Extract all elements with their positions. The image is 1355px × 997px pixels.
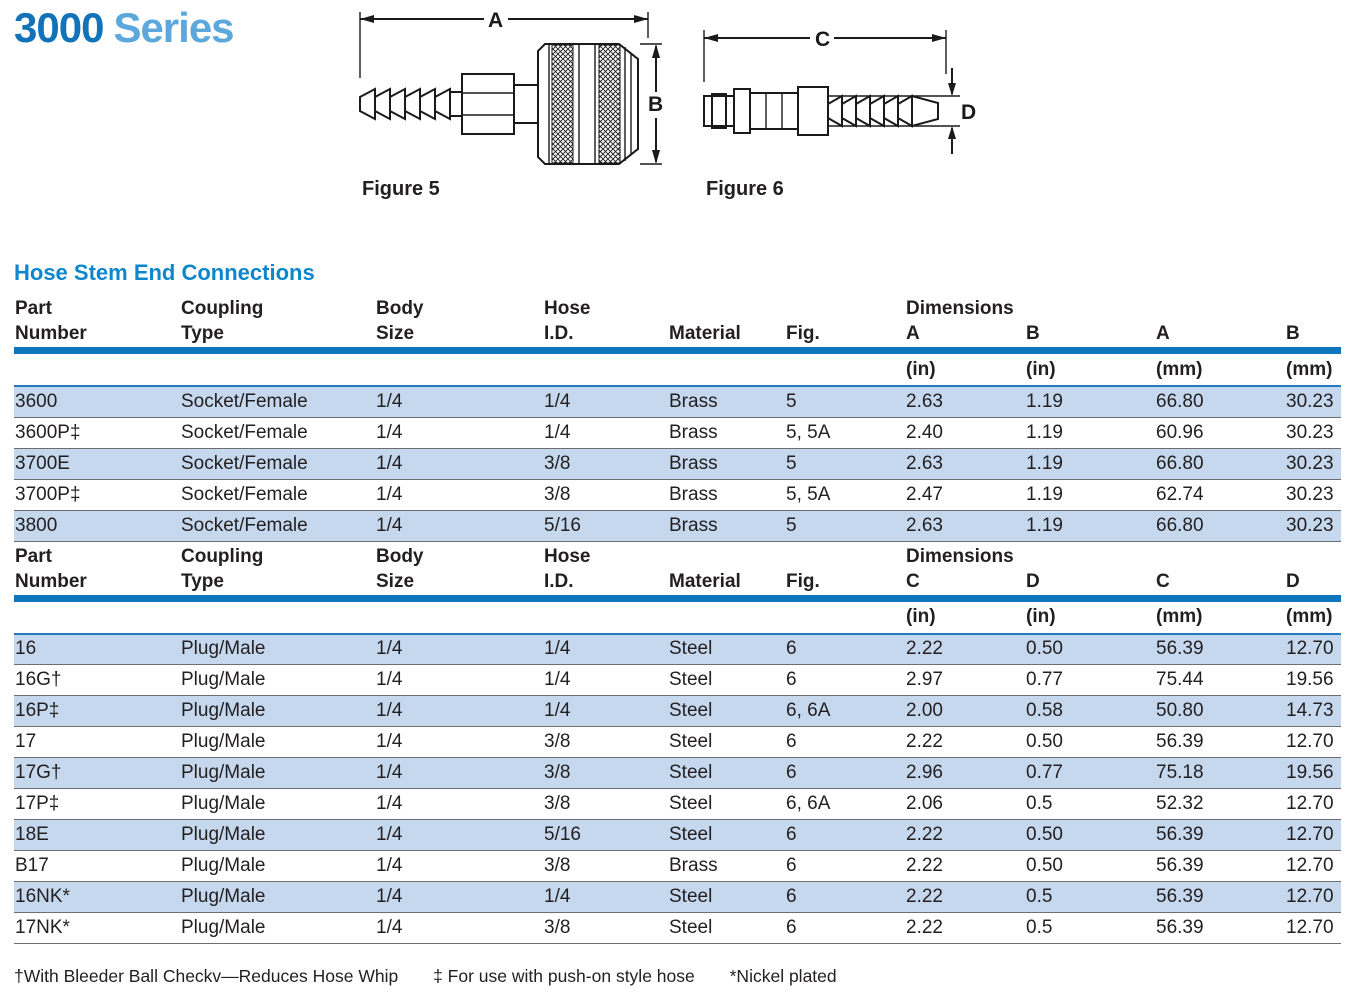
col-coupling-l2: Type	[180, 567, 375, 599]
dim-label-a: A	[488, 9, 504, 32]
cell-material: Brass	[668, 386, 785, 417]
figure-6-caption: Figure 6	[706, 178, 784, 200]
cell-dim-2: 0.77	[1025, 665, 1155, 696]
cell-body-size: 1/4	[375, 665, 543, 696]
cell-body-size: 1/4	[375, 882, 543, 913]
cell-dim-3: 75.44	[1155, 665, 1285, 696]
units-row-section-1	[14, 351, 1341, 387]
col-part-l1: Part	[15, 298, 52, 319]
table-row	[14, 510, 1341, 541]
cell-dim-1: 2.63	[905, 510, 1025, 541]
col-hose-l1: Hose	[544, 298, 591, 319]
cell-part-number: B17	[14, 851, 180, 882]
cell-body-size: 1/4	[375, 913, 543, 944]
cell-dim-2: 1.19	[1025, 479, 1155, 510]
col-body-l2: Size	[375, 567, 543, 599]
cell-dim-1: 2.63	[905, 386, 1025, 417]
cell-dim-3: 56.39	[1155, 913, 1285, 944]
cell-fig: 6	[785, 820, 905, 851]
cell-part-number: 3600P‡	[14, 417, 180, 448]
cell-dim-3: 56.39	[1155, 727, 1285, 758]
cell-part-number: 17	[14, 727, 180, 758]
dimension-b-arrow	[640, 44, 663, 164]
cell-material: Brass	[668, 417, 785, 448]
cell-coupling-type: Plug/Male	[180, 665, 375, 696]
cell-dim-4: 12.70	[1285, 789, 1341, 820]
dimension-d-arrow	[828, 68, 976, 154]
cell-dim-2: 0.77	[1025, 758, 1155, 789]
table-row	[14, 417, 1341, 448]
cell-material: Steel	[668, 882, 785, 913]
cell-dim-1: 2.22	[905, 913, 1025, 944]
plug-body	[704, 87, 828, 135]
cell-hose-id: 1/4	[543, 634, 668, 665]
cell-dim-2: 1.19	[1025, 417, 1155, 448]
cell-body-size: 1/4	[375, 634, 543, 665]
cell-coupling-type: Plug/Male	[180, 851, 375, 882]
cell-dim-3: 62.74	[1155, 479, 1285, 510]
cell-fig: 6	[785, 634, 905, 665]
cell-dim-2: 0.50	[1025, 727, 1155, 758]
cell-fig: 6, 6A	[785, 789, 905, 820]
cell-dim-4: 12.70	[1285, 820, 1341, 851]
dim-label-b: B	[648, 93, 664, 116]
cell-part-number: 16P‡	[14, 696, 180, 727]
unit-dim-3: (mm)	[1155, 351, 1285, 387]
table-row	[14, 386, 1341, 417]
table-row	[14, 820, 1341, 851]
cell-hose-id: 1/4	[543, 665, 668, 696]
table-row	[14, 634, 1341, 665]
cell-dim-1: 2.00	[905, 696, 1025, 727]
unit-dim-3: (mm)	[1155, 598, 1285, 634]
cell-dim-2: 0.50	[1025, 851, 1155, 882]
cell-dim-2: 0.5	[1025, 789, 1155, 820]
table-body-section-2	[14, 634, 1341, 944]
table-row	[14, 913, 1341, 944]
cell-coupling-type: Plug/Male	[180, 820, 375, 851]
cell-fig: 5	[785, 510, 905, 541]
table-header-section-2	[14, 541, 1341, 598]
cell-hose-id: 1/4	[543, 696, 668, 727]
cell-part-number: 16	[14, 634, 180, 665]
cell-dim-2: 0.58	[1025, 696, 1155, 727]
cell-material: Steel	[668, 789, 785, 820]
cell-dim-4: 19.56	[1285, 665, 1341, 696]
cell-fig: 6	[785, 727, 905, 758]
unit-dim-2: (in)	[1025, 351, 1155, 387]
col-part-l2: Number	[14, 319, 180, 351]
cell-dim-4: 12.70	[1285, 851, 1341, 882]
cell-hose-id: 3/8	[543, 758, 668, 789]
cell-dim-4: 12.70	[1285, 913, 1341, 944]
series-number: 3000	[14, 4, 104, 51]
table-header-section-1	[14, 294, 1341, 351]
cell-dim-3: 52.32	[1155, 789, 1285, 820]
cell-body-size: 1/4	[375, 386, 543, 417]
cell-dim-1: 2.22	[905, 820, 1025, 851]
page-title	[14, 4, 234, 52]
cell-dim-3: 66.80	[1155, 448, 1285, 479]
cell-material: Brass	[668, 510, 785, 541]
table-body-section-1	[14, 386, 1341, 541]
col-material: Material	[668, 567, 785, 599]
col-dimensions: Dimensions	[906, 545, 1014, 567]
cell-material: Steel	[668, 913, 785, 944]
cell-coupling-type: Plug/Male	[180, 634, 375, 665]
cell-dim-1: 2.22	[905, 882, 1025, 913]
cell-hose-id: 1/4	[543, 417, 668, 448]
footnotes	[14, 966, 837, 987]
cell-dim-2: 1.19	[1025, 386, 1155, 417]
cell-hose-id: 3/8	[543, 727, 668, 758]
cell-fig: 6	[785, 882, 905, 913]
cell-material: Steel	[668, 634, 785, 665]
cell-hose-id: 3/8	[543, 789, 668, 820]
hex-nut	[462, 74, 514, 134]
footnote-dagger: †With Bleeder Ball Checkv—Reduces Hose Whip	[14, 966, 399, 986]
cell-body-size: 1/4	[375, 727, 543, 758]
col-dimensions: Dimensions	[906, 298, 1014, 319]
cell-dim-1: 2.40	[905, 417, 1025, 448]
table-row	[14, 851, 1341, 882]
footnote-asterisk: *Nickel plated	[729, 966, 837, 986]
table-row	[14, 758, 1341, 789]
cell-part-number: 18E	[14, 820, 180, 851]
section-heading: Hose Stem End Connections	[14, 260, 315, 285]
unit-dim-1: (in)	[905, 351, 1025, 387]
col-hose-l1: Hose	[544, 545, 591, 567]
cell-body-size: 1/4	[375, 479, 543, 510]
col-dim-2: B	[1025, 319, 1155, 351]
cell-material: Brass	[668, 479, 785, 510]
cell-hose-id: 3/8	[543, 479, 668, 510]
cell-fig: 5, 5A	[785, 417, 905, 448]
cell-body-size: 1/4	[375, 758, 543, 789]
socket-body	[538, 44, 638, 164]
cell-coupling-type: Plug/Male	[180, 882, 375, 913]
col-hose-l2: I.D.	[543, 567, 668, 599]
cell-hose-id: 3/8	[543, 913, 668, 944]
cell-dim-4: 30.23	[1285, 386, 1341, 417]
cell-dim-2: 1.19	[1025, 448, 1155, 479]
cell-material: Brass	[668, 851, 785, 882]
col-dim-1: C	[905, 567, 1025, 599]
col-coupling-l2: Type	[180, 319, 375, 351]
cell-body-size: 1/4	[375, 417, 543, 448]
dimension-c-arrow	[704, 28, 946, 82]
col-material: Material	[668, 319, 785, 351]
col-coupling-l1: Coupling	[181, 298, 264, 319]
cell-dim-3: 50.80	[1155, 696, 1285, 727]
cell-part-number: 3800	[14, 510, 180, 541]
collar	[514, 85, 538, 123]
table-row	[14, 665, 1341, 696]
col-hose-l2: I.D.	[543, 319, 668, 351]
cell-hose-id: 1/4	[543, 386, 668, 417]
col-dim-1: A	[905, 319, 1025, 351]
cell-dim-1: 2.96	[905, 758, 1025, 789]
cell-dim-4: 19.56	[1285, 758, 1341, 789]
cell-dim-3: 56.39	[1155, 851, 1285, 882]
cell-hose-id: 3/8	[543, 851, 668, 882]
cell-dim-2: 0.50	[1025, 634, 1155, 665]
cell-dim-3: 75.18	[1155, 758, 1285, 789]
cell-body-size: 1/4	[375, 789, 543, 820]
cell-body-size: 1/4	[375, 510, 543, 541]
cell-coupling-type: Socket/Female	[180, 448, 375, 479]
cell-dim-2: 0.5	[1025, 913, 1155, 944]
cell-dim-4: 12.70	[1285, 727, 1341, 758]
table-row	[14, 882, 1341, 913]
cell-fig: 6	[785, 665, 905, 696]
table-row	[14, 727, 1341, 758]
cell-material: Steel	[668, 696, 785, 727]
cell-dim-4: 12.70	[1285, 882, 1341, 913]
col-dim-4: D	[1285, 567, 1341, 599]
cell-coupling-type: Plug/Male	[180, 758, 375, 789]
col-part-l2: Number	[14, 567, 180, 599]
cell-dim-1: 2.63	[905, 448, 1025, 479]
cell-body-size: 1/4	[375, 448, 543, 479]
header-row-top	[14, 541, 1341, 567]
header-row-bottom	[14, 319, 1341, 351]
cell-dim-1: 2.22	[905, 634, 1025, 665]
cell-dim-3: 56.39	[1155, 634, 1285, 665]
table-row	[14, 479, 1341, 510]
cell-dim-2: 0.50	[1025, 820, 1155, 851]
cell-fig: 5, 5A	[785, 479, 905, 510]
dim-label-c: C	[815, 28, 831, 51]
hose-barb-stem	[828, 96, 938, 126]
col-body-l2: Size	[375, 319, 543, 351]
col-fig: Fig.	[785, 567, 905, 599]
cell-dim-4: 30.23	[1285, 510, 1341, 541]
unit-dim-4: (mm)	[1285, 351, 1341, 387]
cell-dim-1: 2.06	[905, 789, 1025, 820]
cell-part-number: 3700E	[14, 448, 180, 479]
cell-dim-2: 0.5	[1025, 882, 1155, 913]
col-coupling-l1: Coupling	[181, 545, 264, 567]
table-row	[14, 448, 1341, 479]
cell-dim-1: 2.22	[905, 727, 1025, 758]
cell-dim-1: 2.22	[905, 851, 1025, 882]
cell-dim-4: 12.70	[1285, 634, 1341, 665]
cell-material: Steel	[668, 665, 785, 696]
cell-dim-3: 56.39	[1155, 882, 1285, 913]
cell-dim-1: 2.97	[905, 665, 1025, 696]
cell-coupling-type: Plug/Male	[180, 913, 375, 944]
cell-hose-id: 5/16	[543, 820, 668, 851]
unit-dim-2: (in)	[1025, 598, 1155, 634]
cell-coupling-type: Socket/Female	[180, 386, 375, 417]
connections-table	[14, 294, 1341, 944]
table-row	[14, 789, 1341, 820]
series-word: Series	[113, 4, 234, 51]
cell-part-number: 16G†	[14, 665, 180, 696]
cell-dim-3: 60.96	[1155, 417, 1285, 448]
dim-label-d: D	[961, 101, 977, 124]
cell-material: Steel	[668, 727, 785, 758]
unit-dim-4: (mm)	[1285, 598, 1341, 634]
cell-hose-id: 1/4	[543, 882, 668, 913]
cell-dim-4: 30.23	[1285, 417, 1341, 448]
cell-dim-3: 66.80	[1155, 510, 1285, 541]
cell-body-size: 1/4	[375, 851, 543, 882]
cell-coupling-type: Socket/Female	[180, 417, 375, 448]
cell-coupling-type: Plug/Male	[180, 789, 375, 820]
cell-dim-3: 66.80	[1155, 386, 1285, 417]
cell-body-size: 1/4	[375, 820, 543, 851]
cell-dim-3: 56.39	[1155, 820, 1285, 851]
cell-part-number: 16NK*	[14, 882, 180, 913]
cell-dim-4: 30.23	[1285, 479, 1341, 510]
header-row-bottom	[14, 567, 1341, 599]
cell-part-number: 3600	[14, 386, 180, 417]
cell-fig: 5	[785, 448, 905, 479]
cell-body-size: 1/4	[375, 696, 543, 727]
cell-fig: 6	[785, 758, 905, 789]
units-row-section-2	[14, 598, 1341, 634]
cell-part-number: 17G†	[14, 758, 180, 789]
col-body-l1: Body	[376, 298, 424, 319]
header-row-top	[14, 294, 1341, 319]
col-fig: Fig.	[785, 319, 905, 351]
cell-fig: 6, 6A	[785, 696, 905, 727]
cell-dim-1: 2.47	[905, 479, 1025, 510]
cell-coupling-type: Plug/Male	[180, 696, 375, 727]
cell-coupling-type: Socket/Female	[180, 510, 375, 541]
col-dim-3: A	[1155, 319, 1285, 351]
cell-part-number: 17NK*	[14, 913, 180, 944]
cell-coupling-type: Plug/Male	[180, 727, 375, 758]
hose-barb-stem	[360, 89, 462, 119]
figure-5-caption: Figure 5	[362, 178, 440, 200]
col-part-l1: Part	[15, 545, 52, 567]
cell-material: Brass	[668, 448, 785, 479]
cell-fig: 5	[785, 386, 905, 417]
col-dim-4: B	[1285, 319, 1341, 351]
figure-6-drawing	[694, 22, 979, 162]
cell-fig: 6	[785, 851, 905, 882]
cell-hose-id: 5/16	[543, 510, 668, 541]
figure-5-drawing	[348, 4, 668, 172]
cell-fig: 6	[785, 913, 905, 944]
cell-part-number: 3700P‡	[14, 479, 180, 510]
table-row	[14, 696, 1341, 727]
cell-hose-id: 3/8	[543, 448, 668, 479]
footnote-double-dagger: ‡ For use with push-on style hose	[433, 966, 695, 986]
cell-dim-4: 30.23	[1285, 448, 1341, 479]
col-dim-2: D	[1025, 567, 1155, 599]
cell-part-number: 17P‡	[14, 789, 180, 820]
unit-dim-1: (in)	[905, 598, 1025, 634]
cell-material: Steel	[668, 820, 785, 851]
cell-coupling-type: Socket/Female	[180, 479, 375, 510]
cell-dim-4: 14.73	[1285, 696, 1341, 727]
col-dim-3: C	[1155, 567, 1285, 599]
col-body-l1: Body	[376, 545, 424, 567]
cell-dim-2: 1.19	[1025, 510, 1155, 541]
cell-material: Steel	[668, 758, 785, 789]
